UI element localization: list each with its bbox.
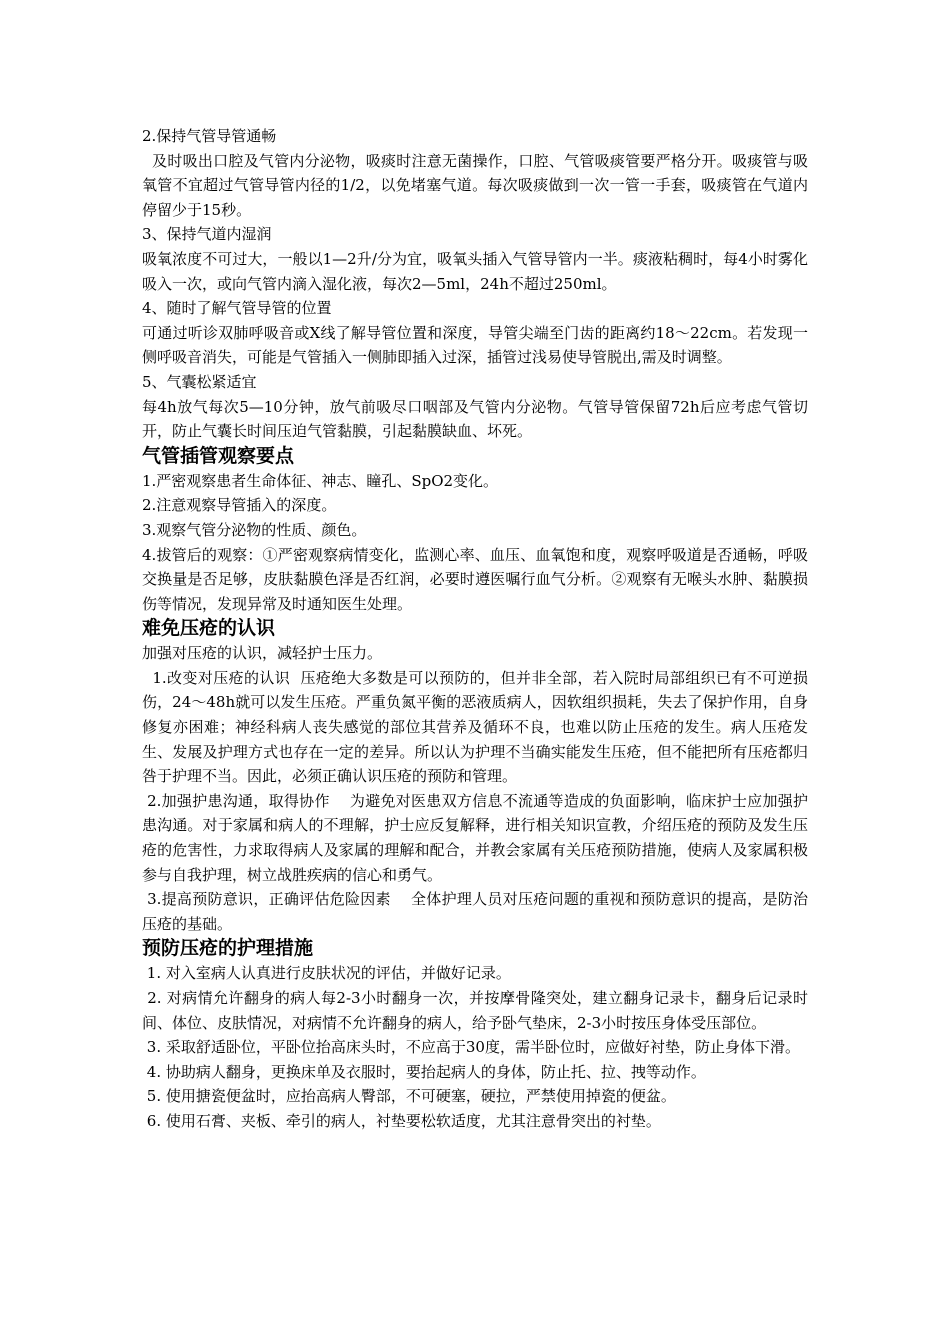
list-item: 1.严密观察患者生命体征、神志、瞳孔、SpO2变化。 [142,471,499,490]
section-title: 3、保持气道内湿润 [142,225,272,244]
list-item: 3.提高预防意识，正确评估危险因素 全体护理人员对压疮问题的重视和预防意识的提高，是防治压疮的基础。 [142,890,808,933]
list-item: 1. 对入室病人认真进行皮肤状况的评估，并做好记录。 [142,964,511,983]
section-title: 5、气囊松紧适宜 [142,372,257,391]
section-body: 及时吸出口腔及气管内分泌物，吸痰时注意无菌操作，口腔、气管吸痰管要严格分开。吸痰管与吸氧管不宜超过气管导管内径的1/2，以免堵塞气道。每次吸痰做到一次一管一手套，吸痰管在气道内停留少于15秒。 [142,151,808,219]
list-item: 1.改变对压疮的认识 压疮绝大多数是可以预防的，但并非全部，若入院时局部组织已有不可逆损伤，24～48h就可以发生压疮。严重负氮平衡的恶液质病人，因软组织损耗，失去了保护作用，自身修复亦困难；神经科病人丧失感觉的部位其营养及循环不良，也难以防止压疮的发生。病人压疮发生、发展及护理方式也存在一定的差异。所以认为护理不当确实能发生压疮，但不能把所有压疮都归咎于护理不当。因此，必须正确认识压疮的预防和管理。 [142,668,808,786]
list-item: 4.拔管后的观察：①严密观察病情变化，监测心率、血压、血氧饱和度，观察呼吸道是否通畅，呼吸交换量是否足够，皮肤黏膜色泽是否红润，必要时遵医嘱行血气分析。②观察有无喉头水肿、黏膜损伤等情况，发现异常及时通知医生处理。 [142,545,808,613]
list-item: 3.观察气管分泌物的性质、颜色。 [142,520,367,539]
list-item: 2. 对病情允许翻身的病人每2-3小时翻身一次，并按摩骨隆突处，建立翻身记录卡，翻身后记录时间、体位、皮肤情况，对病情不允许翻身的病人，给予卧气垫床，2-3小时按压身体受压部位。 [142,989,808,1032]
section-body: 每4h放气每次5—10分钟，放气前吸尽口咽部及气管内分泌物。气管导管保留72h后应考虑气管切开，防止气囊长时间压迫气管黏膜，引起黏膜缺血、坏死。 [142,397,808,441]
section-body: 可通过听诊双肺呼吸音或X线了解导管位置和深度，导管尖端至门齿的距离约18～22cm。若发现一侧呼吸音消失，可能是气管插入一侧肺即插入过深，插管过浅易使导管脱出,需及时调整。 [142,323,808,367]
list-item: 4. 协助病人翻身，更换床单及衣服时，要抬起病人的身体，防止托、拉、拽等动作。 [142,1062,706,1081]
list-item: 2.注意观察导管插入的深度。 [142,496,337,515]
section-body: 吸氧浓度不可过大，一般以1—2升/分为宜，吸氧头插入气管导管内一半。痰液粘稠时，每4小时雾化吸入一次，或向气管内滴入湿化液，每次2—5ml，24h不超过250ml。 [142,249,808,293]
list-item: 2.加强护患沟通，取得协作 为避免对医患双方信息不流通等造成的负面影响，临床护士应加强护患沟通。对于家属和病人的不理解，护士应反复解释，进行相关知识宣教，介绍压疮的预防及发生压疮的危害性，力求取得病人及家属的理解和配合，并教会家属有关压疮预防措施，使病人及家属积极参与自我护理，树立战胜疾病的信心和勇气。 [142,791,808,884]
list-item: 3. 采取舒适卧位，平卧位抬高床头时，不应高于30度，需半卧位时，应做好衬垫，防止身体下滑。 [142,1038,800,1057]
list-item: 5. 使用搪瓷便盆时，应抬高病人臀部，不可硬塞，硬拉，严禁使用掉瓷的便盆。 [142,1087,676,1106]
list-item: 6. 使用石膏、夹板、牵引的病人，衬垫要松软适度，尤其注意骨突出的衬垫。 [142,1111,661,1130]
section-title: 2.保持气管导管通畅 [142,127,277,145]
intro-text: 加强对压疮的认识，减轻护士压力。 [142,644,383,663]
heading-pressure-awareness: 难免压疮的认识 [142,617,276,640]
section-title: 4、随时了解气管导管的位置 [142,299,332,318]
heading-pressure-prevention: 预防压疮的护理措施 [142,937,314,960]
heading-observation: 气管插管观察要点 [142,444,295,467]
